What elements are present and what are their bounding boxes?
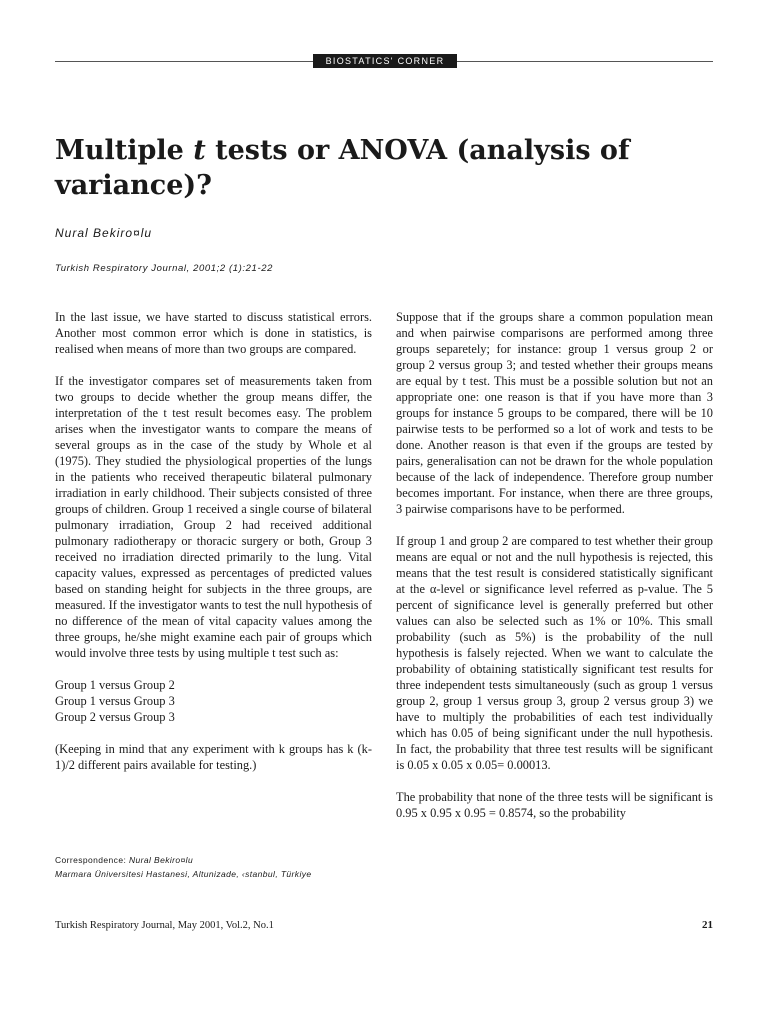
right-paragraph-2: If group 1 and group 2 are compared to test whether their group means are equal or not and the null hypothesis is rejected, this means that the test result is considered statistically significant at the α-level or significance level referred as p-value. The 5 percent of significance level is generally preferred but other values can also be selected such as 1% or 10%. This small probability (such as 5%) is the probability of the null hypothesis is falsely rejected. When we want to calculate the probability of obtaining statistically significant test results for three independent tests simultaneously (such as group 1 versus group 2, group 1 versus group 3, group 2 versus group 3) we have to multiply the probabilities of each test individually which has 0.05 of being significant under the null hypothesis. In fact, the probability that three test results will be significant is 0.05 x 0.05 x 0.05= 0.00013. [396,534,713,772]
title-part1: Multiple [55,135,194,166]
author-name: Nural Bekiro¤lu [55,226,153,240]
page-number: 21 [702,919,713,931]
group-comparison-item: Group 1 versus Group 2 [55,678,175,692]
right-column [396,309,713,837]
header-rule-right [457,61,713,62]
footer-journal: Turkish Respiratory Journal, May 2001, Vol.2, No.1 [55,920,274,931]
right-paragraph-3: The probability that none of the three tests will be significant is 0.95 x 0.95 x 0.95 = 0.8574, so the probability [396,790,713,820]
left-paragraph-2: If the investigator compares set of measurements taken from two groups to decide whether the group means differ, the interpretation of the t test result becomes easy. The problem arises when the investigator wants to compare the means of several groups as in the case of the study by Whole et al (1975). They studied the physiological properties of the lungs in the patients who received therapeutic bilateral pulmonary irradiation in early childhood. Their subjects consisted of three groups of children. Group 1 received a single course of bilateral pulmonary irradiation, Group 2 had received additional pulmonary radiotherapy or thoracic surgery or both, Group 3 received no irradiation directed primarily to the lung. Vital capacity values, expressed as percentages of predicted values based on standing height for subjects in the three groups, are measured. If the investigator wants to test the null hypothesis of no difference of the mean of vital capacity values among the three groups, he/she might examine each pair of groups which would involve three tests by using multiple t test such as: [55,374,372,660]
title-t-italic: t [193,135,206,166]
correspondence-label: Correspondence: [55,855,129,865]
correspondence-line [55,853,375,867]
correspondence-block [55,853,375,881]
left-paragraph-3: (Keeping in mind that any experiment with k groups has k (k-1)/2 different pairs available for testing.) [55,742,372,772]
group-comparison-item: Group 1 versus Group 3 [55,694,175,708]
correspondence-address: Marmara Üniversitesi Hastanesi, Altunizade, ‹stanbul, Türkiye [55,869,312,879]
title-part2: tests or ANOVA (analysis of variance)? [55,135,630,201]
left-column [55,309,372,789]
section-label: BIOSTATICS' CORNER [313,54,457,68]
group-comparison-item: Group 2 versus Group 3 [55,710,175,724]
article-title [55,133,715,203]
journal-citation: Turkish Respiratory Journal, 2001;2 (1):21-22 [55,263,273,274]
right-paragraph-1: Suppose that if the groups share a common population mean and when pairwise comparisons are performed among three groups separetely; for instance: group 1 versus group 2 or group 2 versus group 3; and tested whether their groups means are equal by t test. This must be a possible solution but not an appropriate one: one reason is that if you have more than 3 groups for instance 5 groups to be compared, there will be 10 pairwise tests to be performed so a lot of work and tests to be done. Another reason is that even if the groups are tested by pairs, generalisation can not be drawn for the whole population because of the lack of independence. Therefore group number becomes important. For instance, when there are three groups, 3 pairwise comparisons have to be performed. [396,310,713,516]
correspondence-name: Nural Bekiro¤lu [128,855,194,865]
left-paragraph-1: In the last issue, we have started to discuss statistical errors. Another most common error which is done in statistics, is realised when means of more than two groups are compared. [55,310,372,356]
header-rule-left [55,61,313,62]
